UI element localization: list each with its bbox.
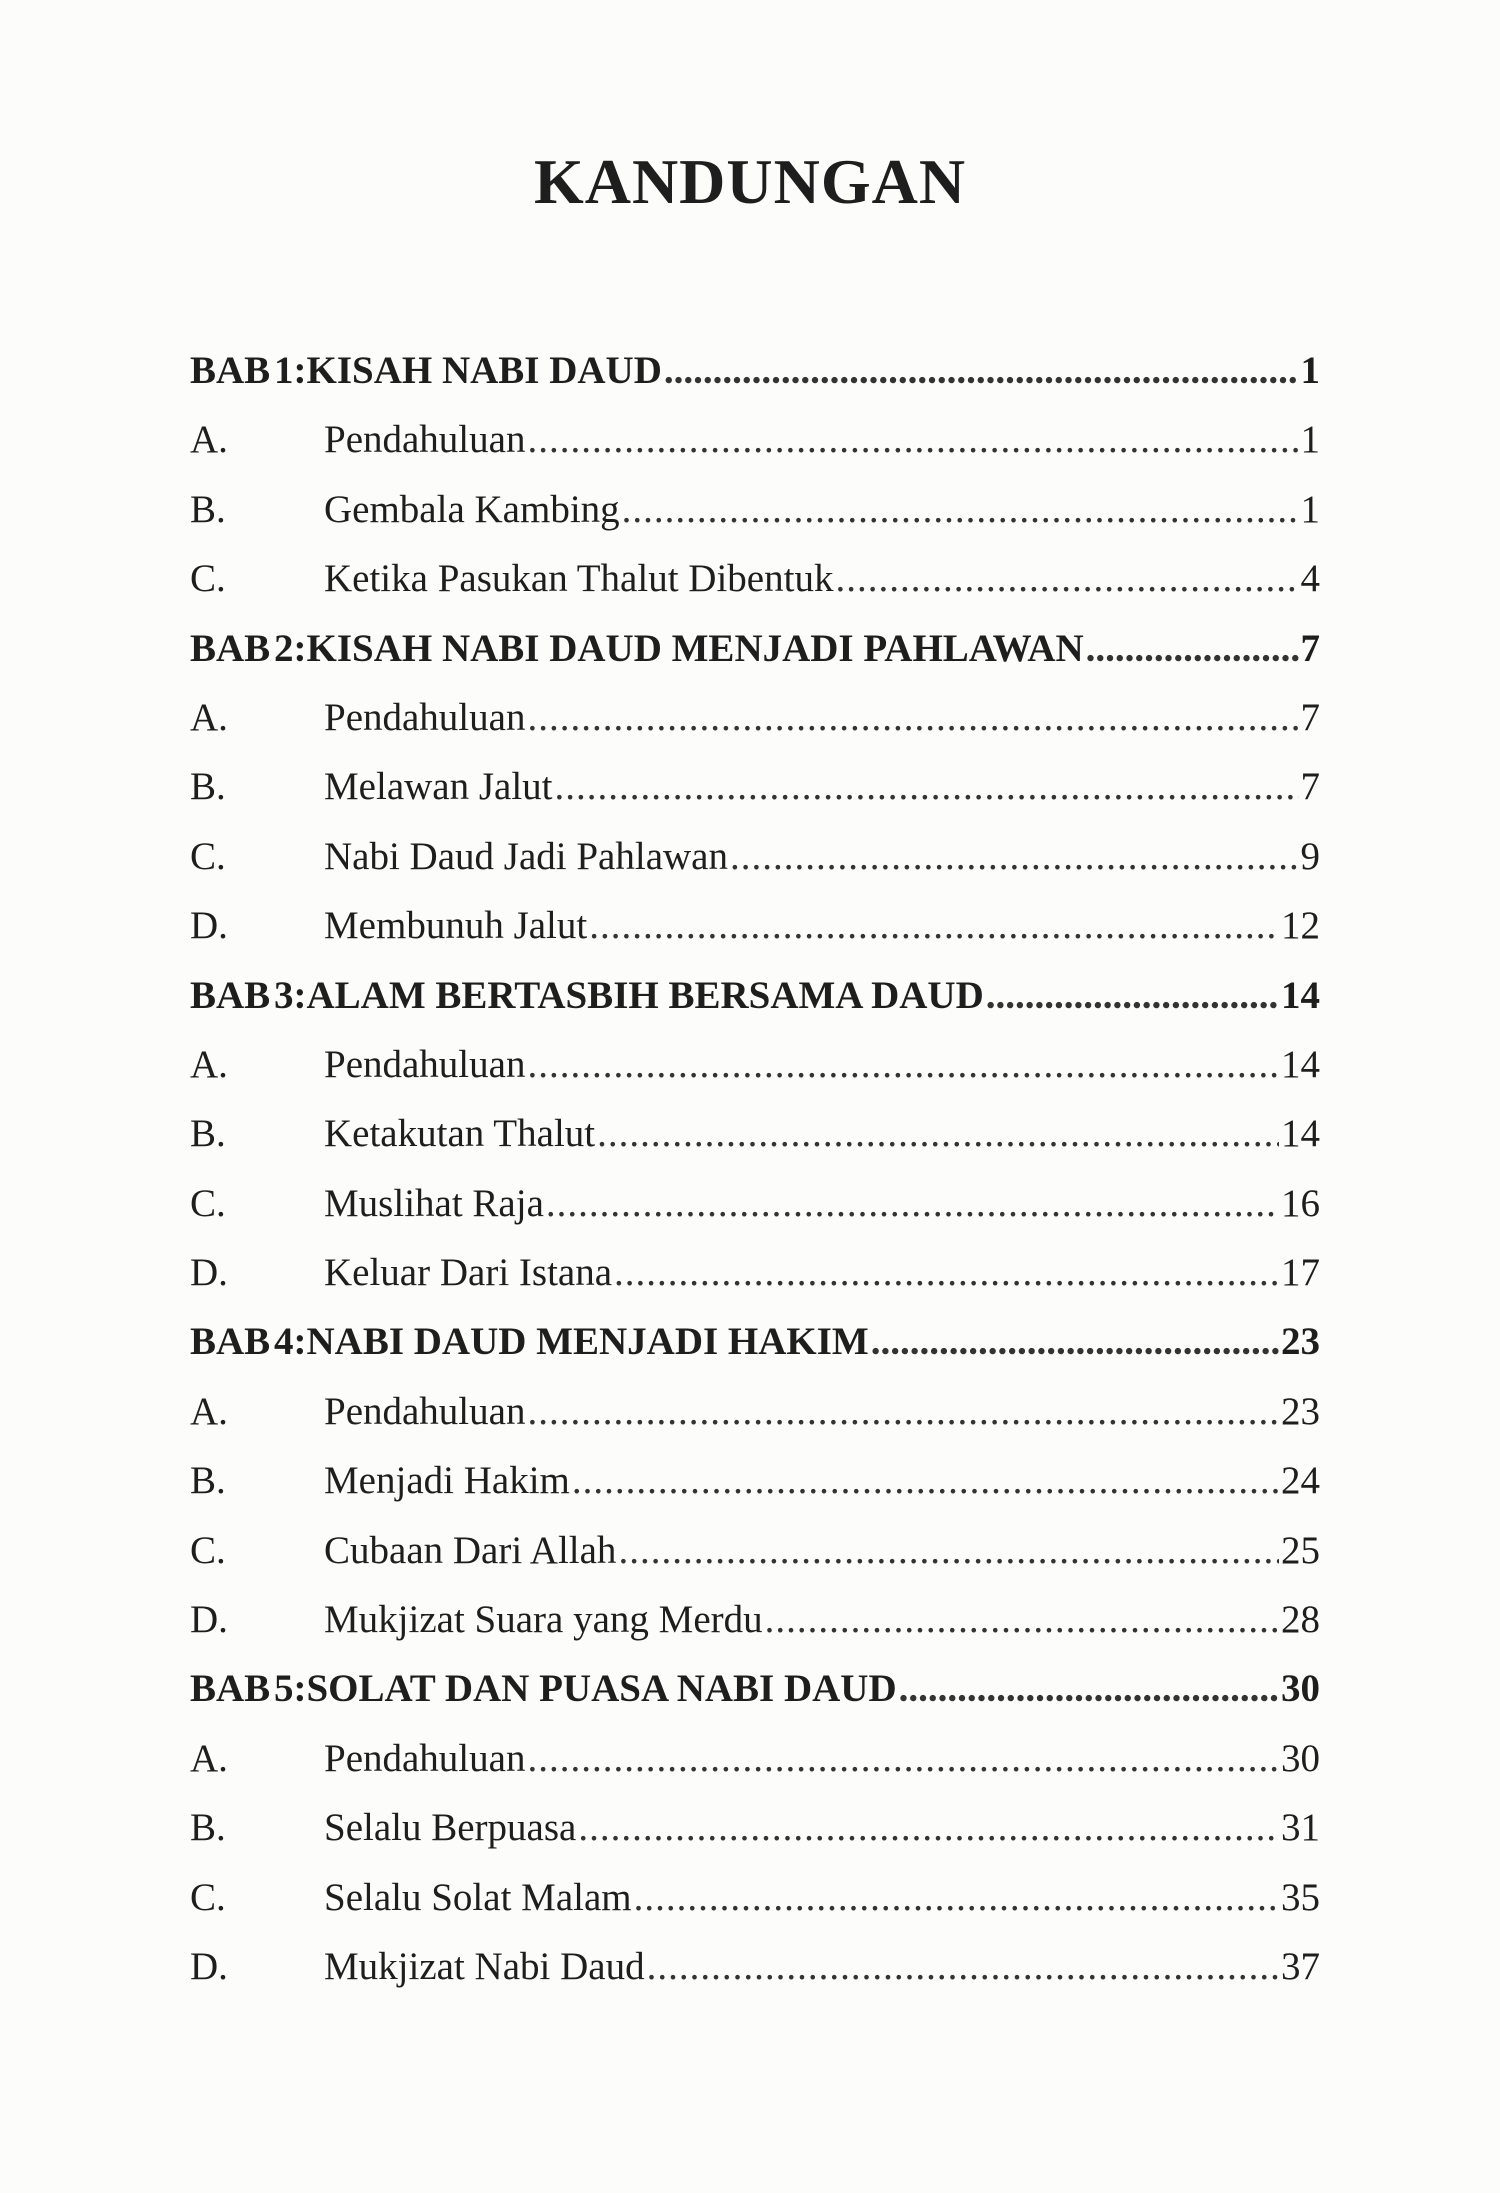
dot-leader	[871, 1319, 1279, 1364]
dot-leader	[572, 1458, 1279, 1503]
table-of-contents	[190, 348, 1320, 2013]
section-title: Nabi Daud Jadi Pahlawan	[324, 834, 728, 878]
toc-section-row	[190, 417, 1320, 486]
section-title: Selalu Solat Malam	[324, 1875, 632, 1919]
dot-leader	[835, 556, 1298, 601]
dot-leader	[647, 1944, 1279, 1989]
dot-leader	[765, 1597, 1279, 1642]
section-title: Ketakutan Thalut	[324, 1112, 596, 1156]
toc-section-row	[190, 556, 1320, 625]
section-title: Pendahuluan	[324, 1389, 526, 1433]
section-title: Pendahuluan	[324, 695, 526, 739]
section-page-number: 4	[1300, 557, 1320, 601]
chapter-title: 4:NABI DAUD MENJADI HAKIM	[274, 1320, 869, 1364]
dot-leader	[614, 1250, 1279, 1295]
dot-leader	[597, 1111, 1279, 1156]
chapter-bab-label: BAB	[190, 626, 271, 670]
dot-leader	[730, 834, 1299, 879]
dot-leader	[555, 764, 1299, 809]
section-page-number: 24	[1281, 1459, 1320, 1503]
section-page-number: 31	[1281, 1806, 1320, 1850]
dot-leader	[622, 487, 1299, 532]
chapter-page-number: 23	[1281, 1320, 1320, 1364]
section-page-number: 23	[1281, 1389, 1320, 1433]
toc-chapter-row	[190, 626, 1320, 695]
page-title: KANDUNGAN	[533, 146, 967, 217]
chapter-title: 1:KISAH NABI DAUD	[274, 349, 662, 392]
section-title: Pendahuluan	[324, 418, 526, 462]
section-letter: D.	[190, 904, 228, 948]
dot-leader	[1086, 626, 1299, 671]
section-page-number: 1	[1300, 487, 1320, 531]
toc-section-row	[190, 1250, 1320, 1319]
toc-section-row	[190, 1528, 1320, 1597]
section-letter: D.	[190, 1944, 228, 1988]
toc-section-row	[190, 695, 1320, 764]
section-title: Pendahuluan	[324, 1042, 526, 1086]
toc-section-row	[190, 1111, 1320, 1180]
section-page-number: 7	[1300, 765, 1320, 809]
toc-section-row	[190, 1944, 1320, 2013]
section-letter: A.	[190, 1736, 228, 1780]
chapter-title: 2:KISAH NABI DAUD MENJADI PAHLAWAN	[274, 626, 1084, 670]
section-letter: B.	[190, 1459, 226, 1503]
section-letter: A.	[190, 695, 228, 739]
toc-section-row	[190, 1458, 1320, 1527]
section-title: Gembala Kambing	[324, 487, 620, 531]
section-letter: A.	[190, 1389, 228, 1433]
chapter-title: 3:ALAM BERTASBIH BERSAMA DAUD	[274, 973, 984, 1017]
section-page-number: 17	[1281, 1251, 1320, 1295]
toc-section-row	[190, 834, 1320, 903]
section-title: Menjadi Hakim	[324, 1459, 570, 1503]
section-title: Melawan Jalut	[324, 765, 553, 809]
section-page-number: 30	[1281, 1736, 1320, 1780]
toc-section-row	[190, 1042, 1320, 1111]
toc-chapter-row	[190, 973, 1320, 1042]
chapter-page-number: 30	[1281, 1667, 1320, 1711]
section-title: Membunuh Jalut	[324, 904, 588, 948]
chapter-bab-label: BAB	[190, 1667, 271, 1711]
toc-chapter-row	[190, 1319, 1320, 1388]
section-title: Pendahuluan	[324, 1736, 526, 1780]
section-title: Mukjizat Suara yang Merdu	[324, 1598, 763, 1642]
toc-section-row	[190, 487, 1320, 556]
section-letter: B.	[190, 1806, 226, 1850]
section-letter: C.	[190, 557, 226, 601]
dot-leader	[589, 903, 1279, 948]
section-page-number: 16	[1281, 1181, 1320, 1225]
section-page-number: 7	[1300, 695, 1320, 739]
section-title: Selalu Berpuasa	[324, 1806, 577, 1850]
toc-section-row	[190, 1181, 1320, 1250]
dot-leader	[527, 695, 1298, 740]
toc-chapter-row	[190, 348, 1320, 417]
dot-leader	[578, 1805, 1279, 1850]
chapter-bab-label: BAB	[190, 1320, 271, 1364]
section-letter: A.	[190, 1042, 228, 1086]
section-letter: B.	[190, 765, 226, 809]
section-page-number: 9	[1300, 834, 1320, 878]
dot-leader	[527, 1736, 1279, 1781]
section-letter: D.	[190, 1251, 228, 1295]
toc-section-row	[190, 1736, 1320, 1805]
section-title: Muslihat Raja	[324, 1181, 544, 1225]
section-page-number: 37	[1281, 1944, 1320, 1988]
dot-leader	[986, 973, 1279, 1018]
section-letter: B.	[190, 487, 226, 531]
toc-section-row	[190, 903, 1320, 972]
section-page-number: 14	[1281, 1042, 1320, 1086]
section-title: Keluar Dari Istana	[324, 1251, 613, 1295]
section-letter: C.	[190, 1875, 226, 1919]
chapter-bab-label: BAB	[190, 349, 271, 392]
dot-leader	[546, 1181, 1279, 1226]
section-letter: C.	[190, 1181, 226, 1225]
section-letter: C.	[190, 834, 226, 878]
toc-chapter-row	[190, 1666, 1320, 1735]
section-page-number: 12	[1281, 904, 1320, 948]
section-letter: A.	[190, 418, 228, 462]
toc-section-row	[190, 764, 1320, 833]
dot-leader	[618, 1528, 1279, 1573]
dot-leader	[664, 348, 1299, 393]
toc-section-row	[190, 1875, 1320, 1944]
section-page-number: 14	[1281, 1112, 1320, 1156]
dot-leader	[899, 1666, 1279, 1711]
section-letter: C.	[190, 1528, 226, 1572]
section-title: Cubaan Dari Allah	[324, 1528, 617, 1572]
section-page-number: 28	[1281, 1598, 1320, 1642]
section-page-number: 35	[1281, 1875, 1320, 1919]
chapter-page-number: 7	[1300, 626, 1320, 670]
toc-section-row	[190, 1389, 1320, 1458]
section-page-number: 1	[1300, 418, 1320, 462]
dot-leader	[527, 417, 1298, 462]
chapter-bab-label: BAB	[190, 973, 271, 1017]
section-letter: D.	[190, 1598, 228, 1642]
section-title: Ketika Pasukan Thalut Dibentuk	[324, 557, 834, 601]
dot-leader	[527, 1042, 1279, 1087]
section-letter: B.	[190, 1112, 226, 1156]
toc-section-row	[190, 1597, 1320, 1666]
dot-leader	[527, 1389, 1279, 1434]
chapter-page-number: 14	[1281, 973, 1320, 1017]
section-title: Mukjizat Nabi Daud	[324, 1944, 645, 1988]
chapter-title: 5:SOLAT DAN PUASA NABI DAUD	[274, 1667, 897, 1711]
dot-leader	[634, 1875, 1279, 1920]
chapter-page-number: 1	[1300, 349, 1320, 392]
toc-section-row	[190, 1805, 1320, 1874]
section-page-number: 25	[1281, 1528, 1320, 1572]
